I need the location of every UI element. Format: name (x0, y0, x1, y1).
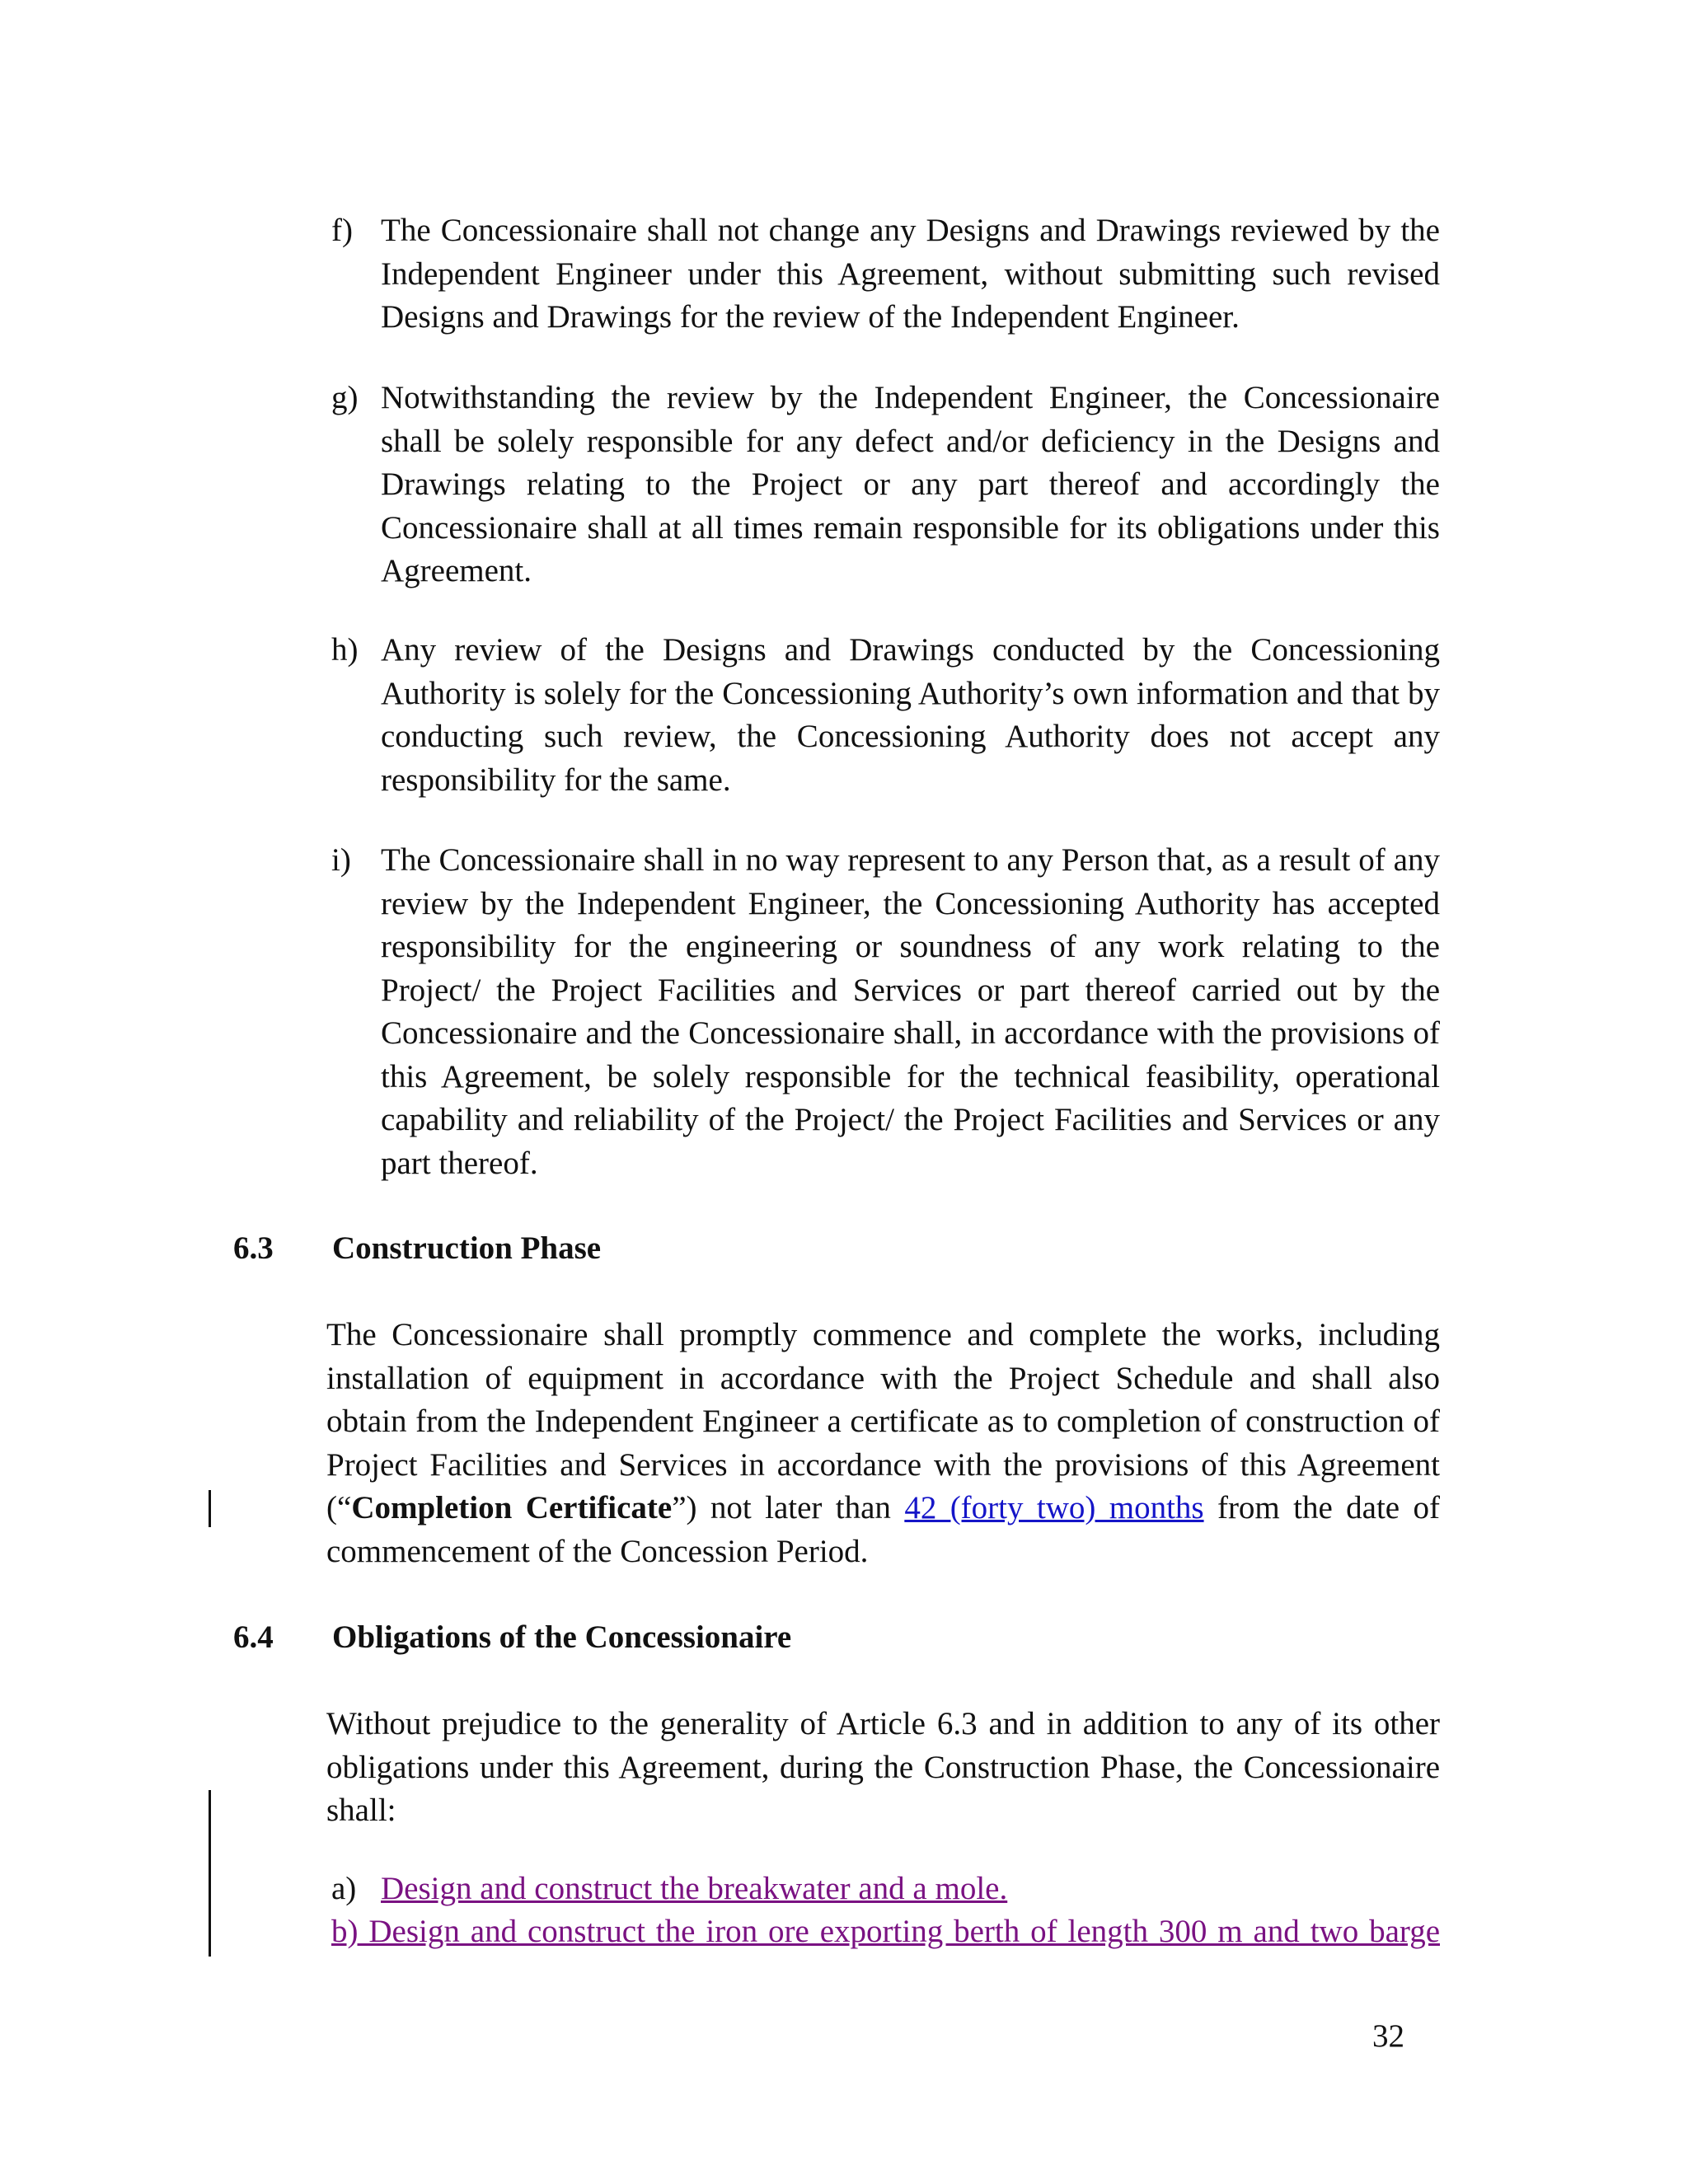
list-marker: f) (331, 213, 353, 248)
revision-bar (209, 1490, 211, 1527)
section-heading-6-4 (233, 1616, 791, 1659)
list-item-h (331, 629, 1440, 802)
list-item-text: The Concessionaire shall in no way represent to any Person that, as a result of any review by the Independent Engineer, the Concessioning Authority has accepted responsibility for the engineering or soundness of any work relating to the Project/ the Project Facilities and Services or part thereof carried out by the Concessionaire and the Concessionaire shall, in accordance with the provisions of this Agreement, be solely responsible for the technical feasibility, operational capability and reliability of the Project/ the Project Facilities and Services or any part thereof. (381, 842, 1440, 1181)
inserted-text[interactable]: b) Design and construct the iron ore exporting berth of length 300 m and two barge (331, 1914, 1440, 1949)
page-number: 32 (1372, 2018, 1404, 2054)
section-number: 6.4 (233, 1619, 274, 1655)
paragraph-text: ”) not later than (672, 1490, 905, 1526)
list-item-i (331, 839, 1440, 1185)
list-item-text: Any review of the Designs and Drawings conducted by the Concessioning Authority is solely for the Concessioning Authority’s own information and that by conducting such review, the Concessioning Authority does not accept any responsibility for the same. (381, 632, 1440, 798)
list-item-a (331, 1868, 1440, 1911)
section-heading-6-3 (233, 1227, 601, 1270)
defined-term: Completion Certificate (351, 1490, 673, 1526)
section-6-3-paragraph (326, 1314, 1440, 1573)
section-title: Obligations of the Concessionaire (332, 1619, 792, 1655)
section-6-4-paragraph: Without prejudice to the generality of Article 6.3 and in addition to any of its other obligations under this Agreement, during the Construction Phase, the Concessionaire shall: (326, 1706, 1440, 1828)
list-item-g (331, 377, 1440, 593)
paragraph-text: The Concessionaire shall promptly commence and complete the works, including installation of equipment in accordance with the Project Schedule and shall also obtain from the Independent Engineer a certificate as to completion of construction of Project Facilities and Services in accordance with the provisions of this Agreement (“ (326, 1317, 1440, 1526)
section-title: Construction Phase (332, 1230, 602, 1266)
list-item-f (331, 209, 1440, 340)
revision-bar (209, 1790, 211, 1957)
section-number: 6.3 (233, 1230, 274, 1266)
list-item-text: The Concessionaire shall not change any Designs and Drawings reviewed by the Independent Engineer under this Agreement, without submitting such revised Designs and Drawings for the review of the Independent Engineer. (381, 213, 1440, 335)
list-marker: a) (331, 1871, 357, 1906)
list-item-text (381, 1868, 1440, 1911)
list-item-b (331, 1910, 1440, 1954)
list-marker: h) (331, 632, 359, 668)
list-item-text: Notwithstanding the review by the Independent Engineer, the Concessionaire shall be solely responsible for any defect and/or deficiency in the Designs and Drawings relating to the Project or any part thereof and accordingly the Concessionaire shall at all times remain responsible for its obligations under this Agreement. (381, 380, 1440, 588)
tracked-change-link[interactable]: 42 (forty two) months (904, 1490, 1204, 1526)
paragraph-text: from the date of commencement of the Concession Period. (326, 1490, 1440, 1569)
inserted-text[interactable]: Design and construct the breakwater and a mole. (381, 1871, 1008, 1906)
list-marker: i) (331, 842, 351, 878)
list-marker: g) (331, 380, 359, 415)
